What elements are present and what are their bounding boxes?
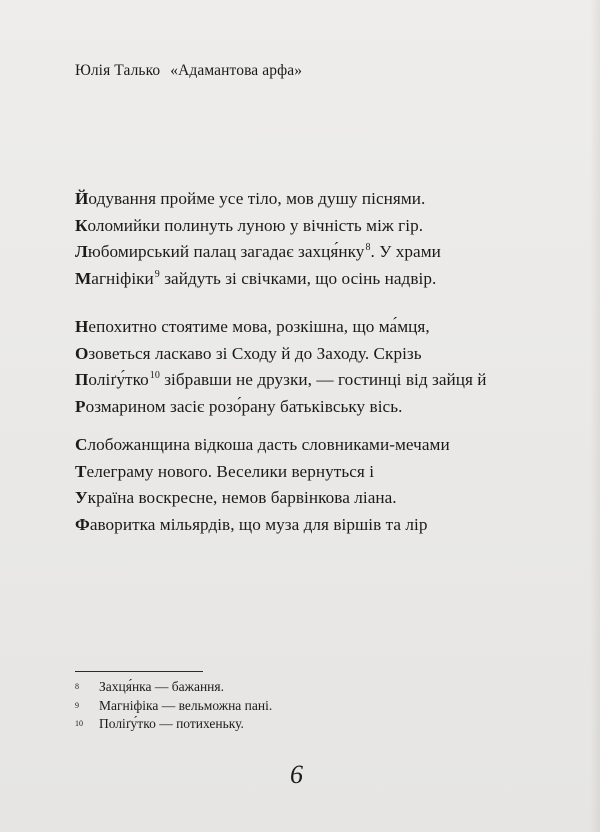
- verse-text: оломийки полинуть луною у вічність між гір.: [87, 215, 424, 235]
- stanza-2: [75, 314, 555, 420]
- footnote-text: Поліґу́тко — потихеньку.: [99, 716, 244, 731]
- acrostic-initial: С: [75, 435, 88, 454]
- verse-text: лобожанщина відкоша дасть словниками-мечами: [87, 435, 450, 454]
- verse-text: елеграму нового. Веселики вернуться і: [86, 461, 375, 481]
- acrostic-initial: Ф: [75, 514, 90, 534]
- acrostic-initial: Л: [75, 242, 88, 261]
- verse-line: [75, 266, 555, 293]
- verse-text-tail: зібравши не друзки, — гостинці від зайця й: [159, 370, 487, 389]
- footnote-number: 8: [75, 682, 79, 691]
- verse-line: [75, 239, 555, 266]
- verse-text: одування пройме усе тіло, мов душу піснями.: [88, 189, 426, 208]
- header-book-title: «Адамантова арфа»: [170, 62, 303, 79]
- footnote-text: Захця́нка — бажання.: [99, 679, 224, 694]
- verse-line: [75, 186, 555, 213]
- page-edge-shadow: [590, 0, 600, 832]
- verse-text: зоветься ласкаво зі Сходу й до Заходу. Скрізь: [88, 343, 422, 363]
- footnote-number: 10: [75, 719, 83, 728]
- verse-line: [75, 314, 555, 341]
- verse-text: країна воскресне, немов барвінкова ліана.: [87, 488, 397, 507]
- verse-line: [75, 367, 555, 394]
- footnote-ref-8[interactable]: 8: [365, 242, 371, 254]
- verse-text-tail: . У храми: [370, 242, 441, 261]
- acrostic-initial: Н: [75, 317, 89, 336]
- acrostic-initial: К: [75, 215, 88, 235]
- acrostic-initial: О: [75, 343, 89, 363]
- verse-text: оліґу́тко: [88, 370, 149, 389]
- running-header: [75, 62, 302, 80]
- header-author: Юлія Талько: [75, 62, 161, 79]
- footnotes: [75, 678, 475, 734]
- verse-line: [75, 432, 555, 459]
- footnote-text: Магніфіка — вельможна пані.: [99, 697, 273, 713]
- stanza-3: [75, 432, 555, 538]
- acrostic-initial: Й: [75, 189, 89, 208]
- footnote-ref-9[interactable]: 9: [154, 268, 160, 280]
- verse-text: озмарином засіє розо́рану батьківську вісь.: [85, 396, 403, 416]
- footnote-8: [75, 678, 475, 697]
- page-number: 6: [290, 760, 303, 789]
- verse-line: [75, 213, 555, 240]
- verse-line: [75, 512, 555, 539]
- footnote-separator: [75, 671, 203, 672]
- verse-line: [75, 459, 555, 486]
- acrostic-initial: П: [75, 370, 89, 389]
- verse-line: [75, 485, 555, 512]
- footnote-number: 9: [75, 700, 79, 710]
- verse-line: [75, 394, 555, 421]
- verse-text: епохитно стоятиме мова, розкішна, що ма́мця,: [88, 317, 430, 336]
- footnote-ref-10[interactable]: 10: [149, 370, 160, 382]
- acrostic-initial: У: [75, 488, 88, 507]
- verse-text: аворитка мільярдів, що муза для віршів та лір: [89, 514, 428, 534]
- footnote-9: [75, 697, 475, 716]
- acrostic-initial: Т: [75, 461, 87, 481]
- stanza-1: [75, 186, 555, 292]
- verse-text-tail: зайдуть зі свічками, що осінь надвір.: [159, 268, 437, 288]
- acrostic-initial: Р: [75, 396, 86, 416]
- verse-line: [75, 341, 555, 368]
- acrostic-initial: М: [75, 268, 92, 288]
- footnote-10: [75, 715, 475, 734]
- verse-text: агніфіки: [91, 268, 154, 288]
- verse-text: юбомирський палац загадає захця́нку: [87, 242, 365, 261]
